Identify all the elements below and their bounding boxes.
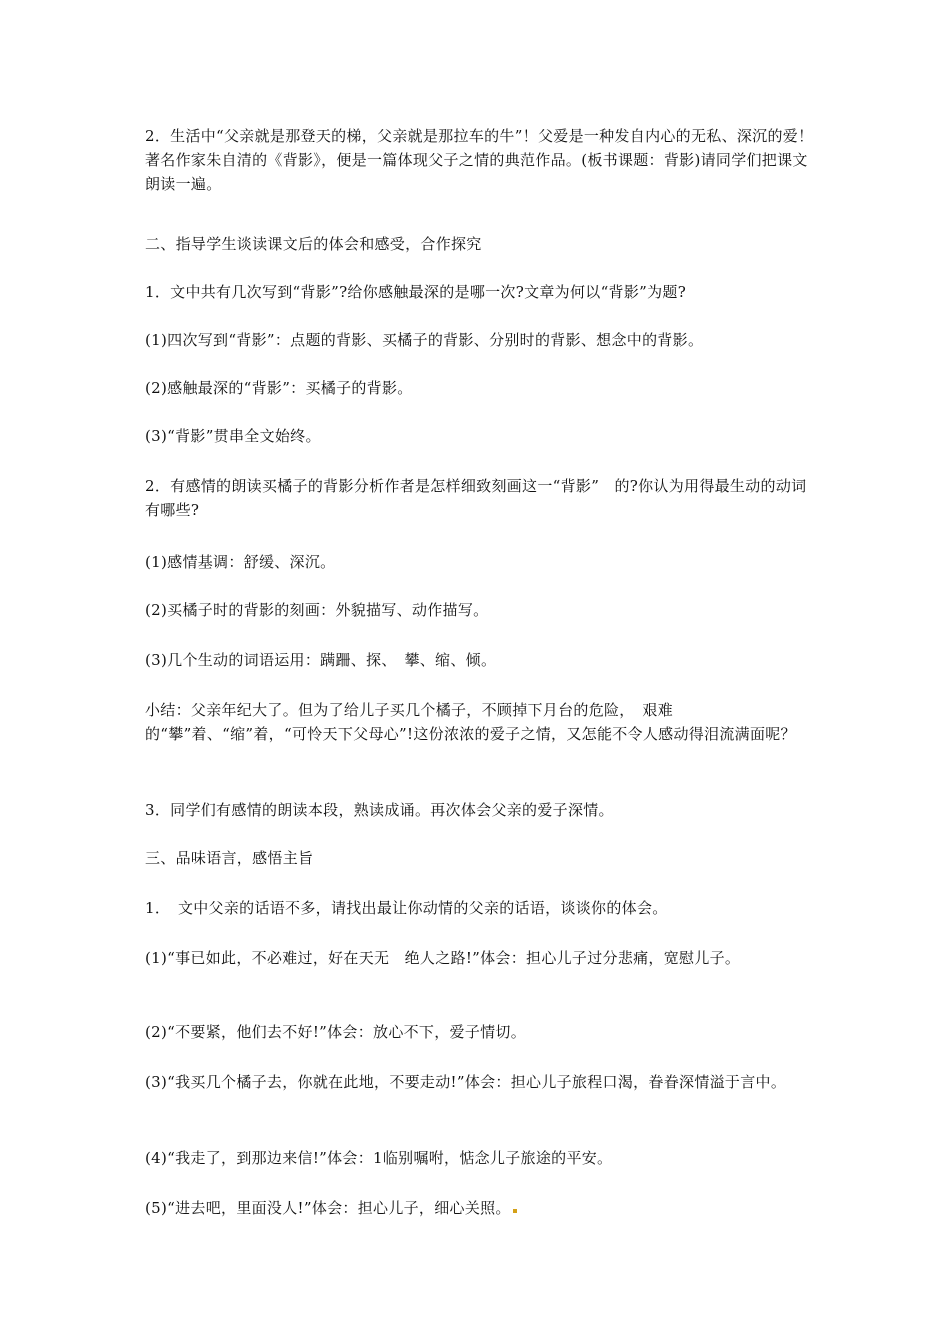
quote-5 [145, 1196, 815, 1220]
marker-dot [513, 1209, 517, 1213]
answer-2-1: (1)感情基调：舒缓、深沉。 [145, 553, 336, 571]
quote-4: (4)“我走了，到那边来信!”体会：1临别嘱咐，惦念儿子旅途的平安。 [145, 1149, 613, 1167]
question-3: 3．同学们有感情的朗读本段，熟读成诵。再次体会父亲的爱子深情。 [145, 801, 614, 819]
question-1: 1．文中共有几次写到“背影”?给你感触最深的是哪一次?文章为何以“背影”为题? [145, 283, 687, 301]
quote-1: (1)“事已如此，不必难过，好在天无 绝人之路!”体会：担心儿子过分悲痛，宽慰儿子。 [145, 949, 741, 967]
quote-3: (3)“我买几个橘子去，你就在此地，不要走动!”体会：担心儿子旅程口渴，眷眷深情溢于言中。 [145, 1073, 787, 1091]
quote-5-text: (5)“进去吧，里面没人!”体会：担心儿子，细心关照。 [145, 1199, 511, 1217]
answer-1-2: (2)感触最深的“背影”：买橘子的背影。 [145, 379, 413, 397]
answer-1-3: (3)“背影”贯串全文始终。 [145, 427, 321, 445]
question-3-1: 1． 文中父亲的话语不多，请找出最让你动情的父亲的话语，谈谈你的体会。 [145, 899, 668, 917]
paragraph-intro-2: 2．生活中“父亲就是那登天的梯，父亲就是那拉车的牛”！父爱是一种发自内心的无私、深沉的爱！著名作家朱自清的《背影》，便是一篇体现父子之情的典范作品。(板书课题：背影)请同学们把课文朗读一遍。 [145, 127, 814, 193]
question-2: 2．有感情的朗读买橘子的背影分析作者是怎样细致刻画这一“背影” 的?你认为用得最生动的动词有哪些? [145, 477, 807, 519]
answer-2-3: (3)几个生动的词语运用：蹒跚、探、 攀、缩、倾。 [145, 651, 497, 669]
section-heading-2: 二、指导学生谈读课文后的体会和感受，合作探究 [145, 235, 482, 253]
quote-2: (2)“不要紧，他们去不好!”体会：放心不下，爱子情切。 [145, 1023, 527, 1041]
summary-paragraph: 小结：父亲年纪大了。但为了给儿子买几个橘子，不顾掉下月台的危险， 艰难的“攀”着、“缩”着，“可怜天下父母心”!这份浓浓的爱子之情，又怎能不令人感动得泪流满面呢？ [145, 701, 796, 743]
answer-2-2: (2)买橘子时的背影的刻画：外貌描写、动作描写。 [145, 601, 489, 619]
section-heading-3: 三、品味语言，感悟主旨 [145, 849, 314, 867]
answer-1-1: (1)四次写到“背影”：点题的背影、买橘子的背影、分别时的背影、想念中的背影。 [145, 331, 704, 349]
